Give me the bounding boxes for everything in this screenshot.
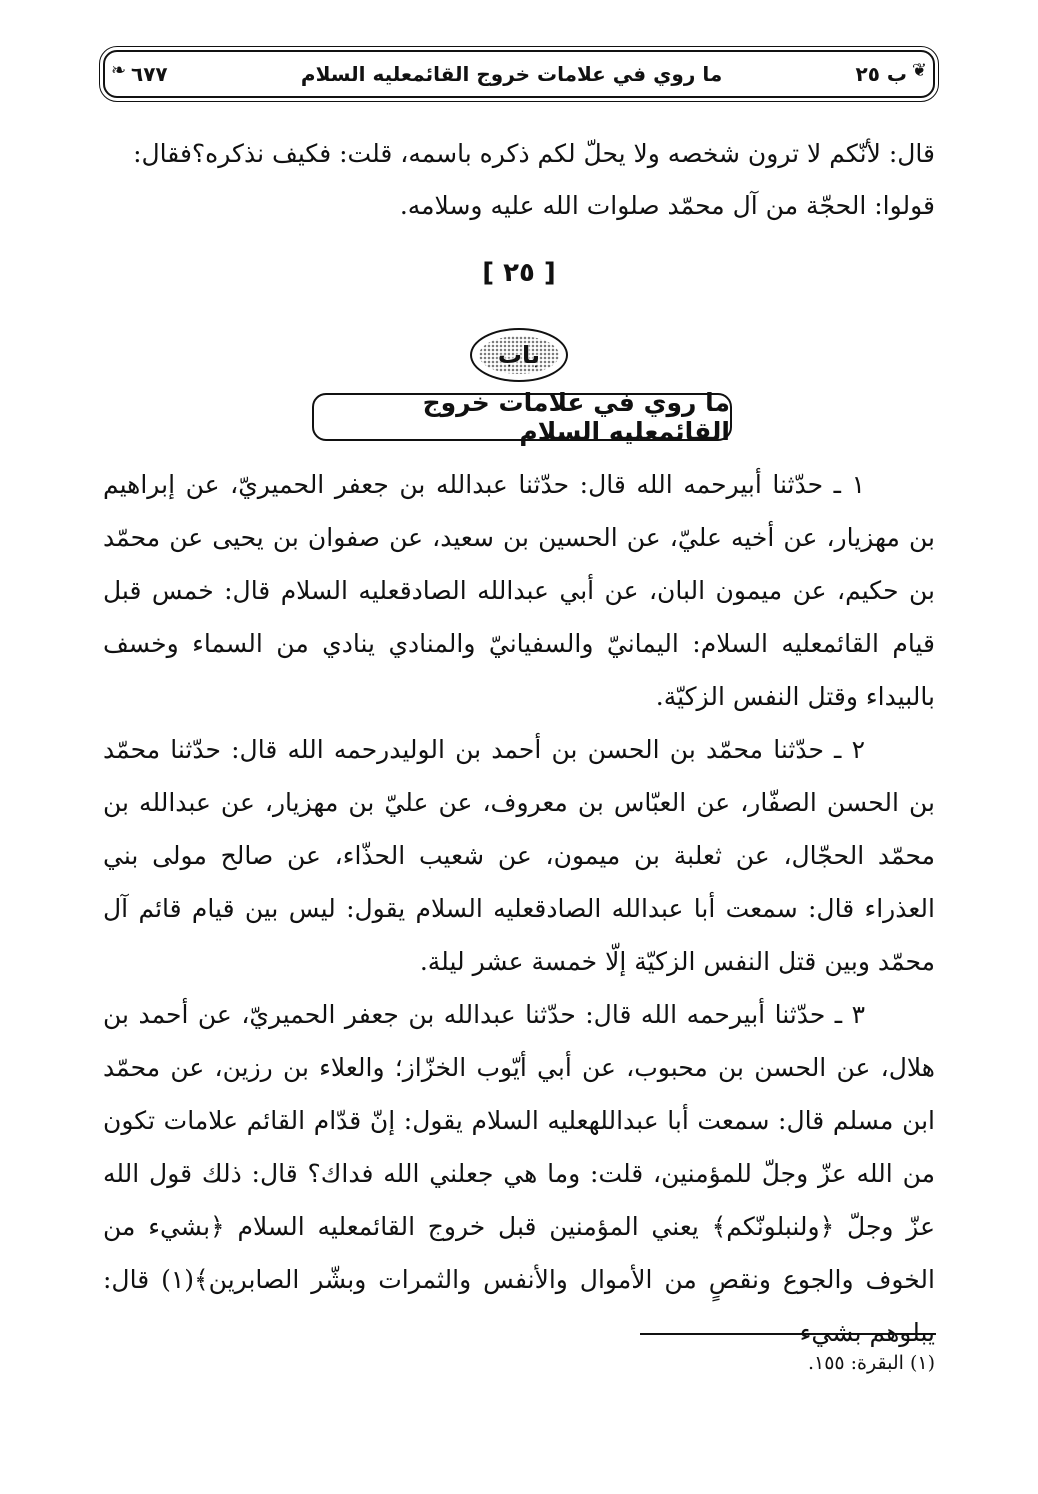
- footnote-divider: [640, 1333, 936, 1335]
- chapter-title: ما روي في علامات خروج القائمعليه السلام: [312, 393, 732, 441]
- chapter-number: [ ٢٥ ]: [482, 258, 556, 288]
- chapter-body: [103, 458, 935, 1359]
- intro-line-1: قال: لأنّكم لا ترون شخصه ولا يحلّ لكم ذكره باسمه، قلت: فكيف نذكره؟فقال:: [133, 139, 935, 168]
- hadith-paragraph-3: ٣ ـ حدّثنا أبيرحمه الله قال: حدّثنا عبدالله بن جعفر الحميريّ، عن أحمد بن هلال، عن الحسن بن محبوب، عن أبي أيّوب الخزّاز؛ والعلاء بن رزين، عن محمّد ابن مسلم قال: سمعت أبا عبداللهعليه السلام يقول: إنّ قدّام القائم علامات تكون من الله عزّ وجلّ للمؤمنين، قلت: وما هي جعلني الله فداك؟ قال: ذلك قول الله عزّ وجلّ ﴿ولنبلونّكم﴾ يعني المؤمنين قبل خروج القائمعليه السلام ﴿بشيء من الخوف والجوع ونقصٍ من الأموال والأنفس والثمرات وبشّر الصابرين﴾(١) قال: يبلوهم بشيء: [103, 1000, 935, 1347]
- header-ornament-left-icon: ❧: [111, 60, 127, 81]
- footnote: (١) البقرة: ١٥٥.: [807, 1352, 935, 1374]
- intro-text: [103, 128, 935, 232]
- hadith-paragraph-2: ٢ ـ حدّثنا محمّد بن الحسن بن أحمد بن الوليدرحمه الله قال: حدّثنا محمّد بن الحسن الصفّار، عن العبّاس بن معروف، عن عليّ بن مهزيار، عن عبدالله بن محمّد الحجّال، عن ثعلبة بن ميمون، عن شعيب الحذّاء، عن صالح مولى بني العذراء قال: سمعت أبا عبدالله الصادقعليه السلام يقول: ليس بين قيام قائم آل محمّد وبين قتل النفس الزكيّة إلّا خمسة عشر ليلة.: [103, 735, 935, 976]
- header-page-number: ٦٧٧: [131, 62, 168, 86]
- hadith-paragraph-1: ١ ـ حدّثنا أبيرحمه الله قال: حدّثنا عبدالله بن جعفر الحميريّ، عن إبراهيم بن مهزيار، عن أخيه عليّ، عن الحسين بن سعيد، عن صفوان بن يحيى عن محمّد بن حكيم، عن ميمون البان، عن أبي عبدالله الصادقعليه السلام قال: خمس قبل قيام القائمعليه السلام: اليمانيّ والسفيانيّ والمنادي ينادي من السماء وخسف بالبيداء وقتل النفس الزكيّة.: [103, 470, 935, 711]
- chapter-label: باب: [479, 336, 559, 374]
- running-header: [103, 50, 935, 98]
- header-ornament-right-icon: ❦: [911, 60, 927, 81]
- chapter-label-oval: [470, 328, 568, 382]
- header-section-label: ب ٢٥: [855, 62, 907, 86]
- intro-line-2: قولوا: الحجّة من آل محمّد صلوات الله عليه وسلامه.: [399, 191, 935, 220]
- header-running-title: ما روي في علامات خروج القائمعليه السلام: [300, 62, 723, 86]
